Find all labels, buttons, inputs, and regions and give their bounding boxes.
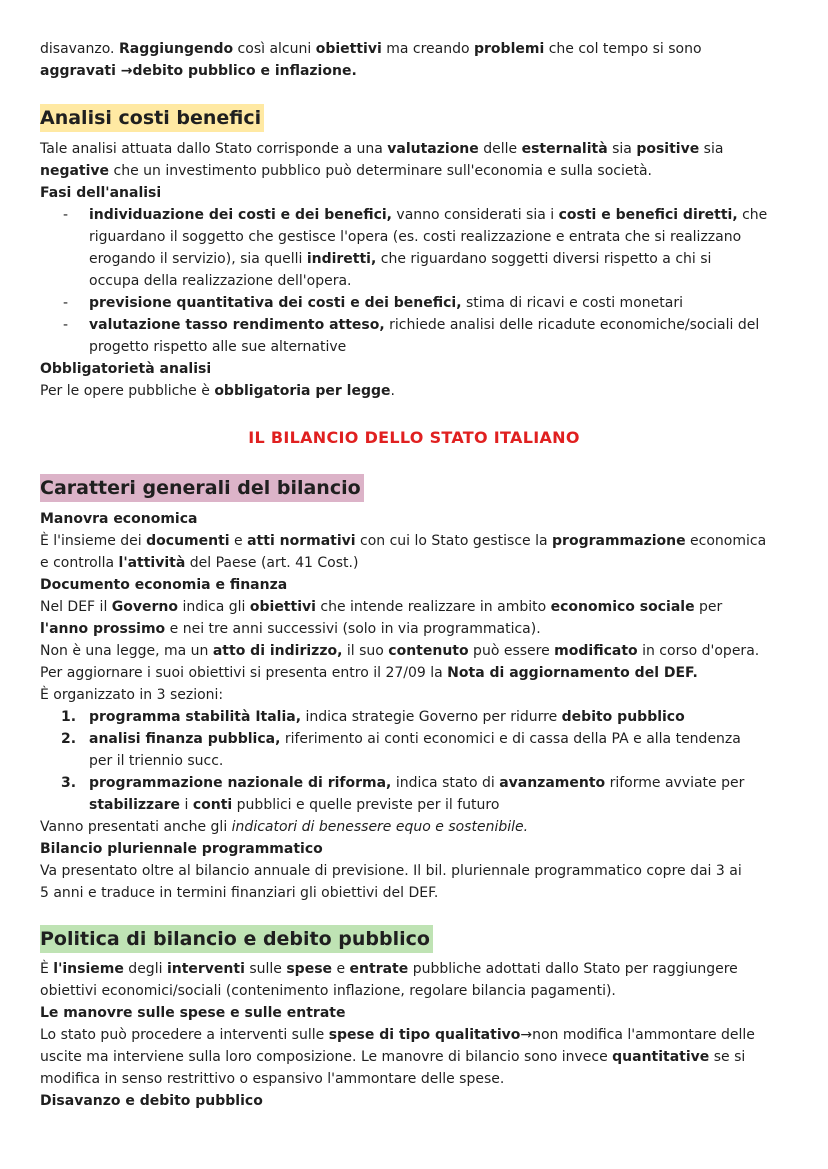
list-item: - individuazione dei costi e dei benefici, vanno considerati sia i costi e benefici diretti, che riguardano il soggetto che gestisce l'opera (es. costi realizzazione e entrata che si realizzano erogando il servizio), sia quelli indiretti, che riguardano soggetti diversi rispetto a chi si occupa della realizzazione dell'opera. xyxy=(63,207,768,289)
section-heading-analisi: Analisi costi benefici xyxy=(40,104,264,132)
section-heading-politica: Politica di bilancio e debito pubblico xyxy=(40,925,433,953)
pluriennale-paragraph: Vanno presentati anche gli indicatori di benessere equo e sostenibile. Bilancio pluriennale programmatico Va presentato oltre al bilancio annuale di previsione. Il bil. pluriennale programmatico copre dai 3 ai 5 anni e traduce in termini finanziari gli obiettivi del DEF. xyxy=(40,819,742,901)
caratteri-paragraph: Manovra economica È l'insieme dei documenti e atti normativi con cui lo Stato gestisce la programmazione economica e controlla l'attività del Paese (art. 41 Cost.) Documento economia e finanza Nel DEF il Governo indica gli obiettivi che intende realizzare in ambito economico sociale per l'anno prossimo e nei tre anni successivi (solo in via programmatica). Non è una legge, ma un atto di indirizzo, il suo contenuto può essere modificato in corso d'opera. Per aggiornare i suoi obiettivi si presenta entro il 27/09 la Nota di aggiornamento del DEF. È organizzato in 3 sezioni: xyxy=(40,511,767,703)
section-heading-caratteri: Caratteri generali del bilancio xyxy=(40,474,364,502)
list-item: 2. analisi finanza pubblica, riferimento ai conti economici e di cassa della PA e alla tendenza per il triennio succ. xyxy=(61,731,741,769)
obbligatorieta-paragraph: Obbligatorietà analisi Per le opere pubbliche è obbligatoria per legge. xyxy=(40,361,395,399)
list-item: - previsione quantitativa dei costi e dei benefici, stima di ricavi e costi monetari xyxy=(63,295,683,311)
politica-paragraph: È l'insieme degli interventi sulle spese e entrate pubbliche adottati dallo Stato per raggiungere obiettivi economici/sociali (contenimento inflazione, regolare bilancia pagamenti). Le manovre sulle spese e sulle entrate Lo stato può procedere a interventi sulle spese di tipo qualitativo→non modifica l'ammontare delle uscite ma interviene sulla loro composizione. Le manovre di bilancio sono invece quantitative se si modifica in senso restrittivo o espansivo l'ammontare delle spese. Disavanzo e debito pubblico xyxy=(40,961,755,1109)
fasi-label: Fasi dell'analisi xyxy=(40,185,162,201)
main-title: IL BILANCIO DELLO STATO ITALIANO xyxy=(248,428,580,447)
analisi-paragraph: Tale analisi attuata dallo Stato corrisponde a una valutazione delle esternalità sia positive sia negative che un investimento pubblico può determinare sull'economia e sulla società. Fasi dell'analisi xyxy=(40,141,724,201)
list-item: 3. programmazione nazionale di riforma, indica stato di avanzamento riforme avviate per stabilizzare i conti pubblici e quelle previste per il futuro xyxy=(61,775,745,813)
list-item: - valutazione tasso rendimento atteso, richiede analisi delle ricadute economiche/sociali del progetto rispetto alle sue alternative xyxy=(63,317,760,355)
list-item: 1. programma stabilità Italia, indica strategie Governo per ridurre debito pubblico xyxy=(61,709,685,725)
intro-paragraph: disavanzo. Raggiungendo così alcuni obiettivi ma creando problemi che col tempo si sono aggravati →debito pubblico e inflazione. xyxy=(40,41,702,79)
